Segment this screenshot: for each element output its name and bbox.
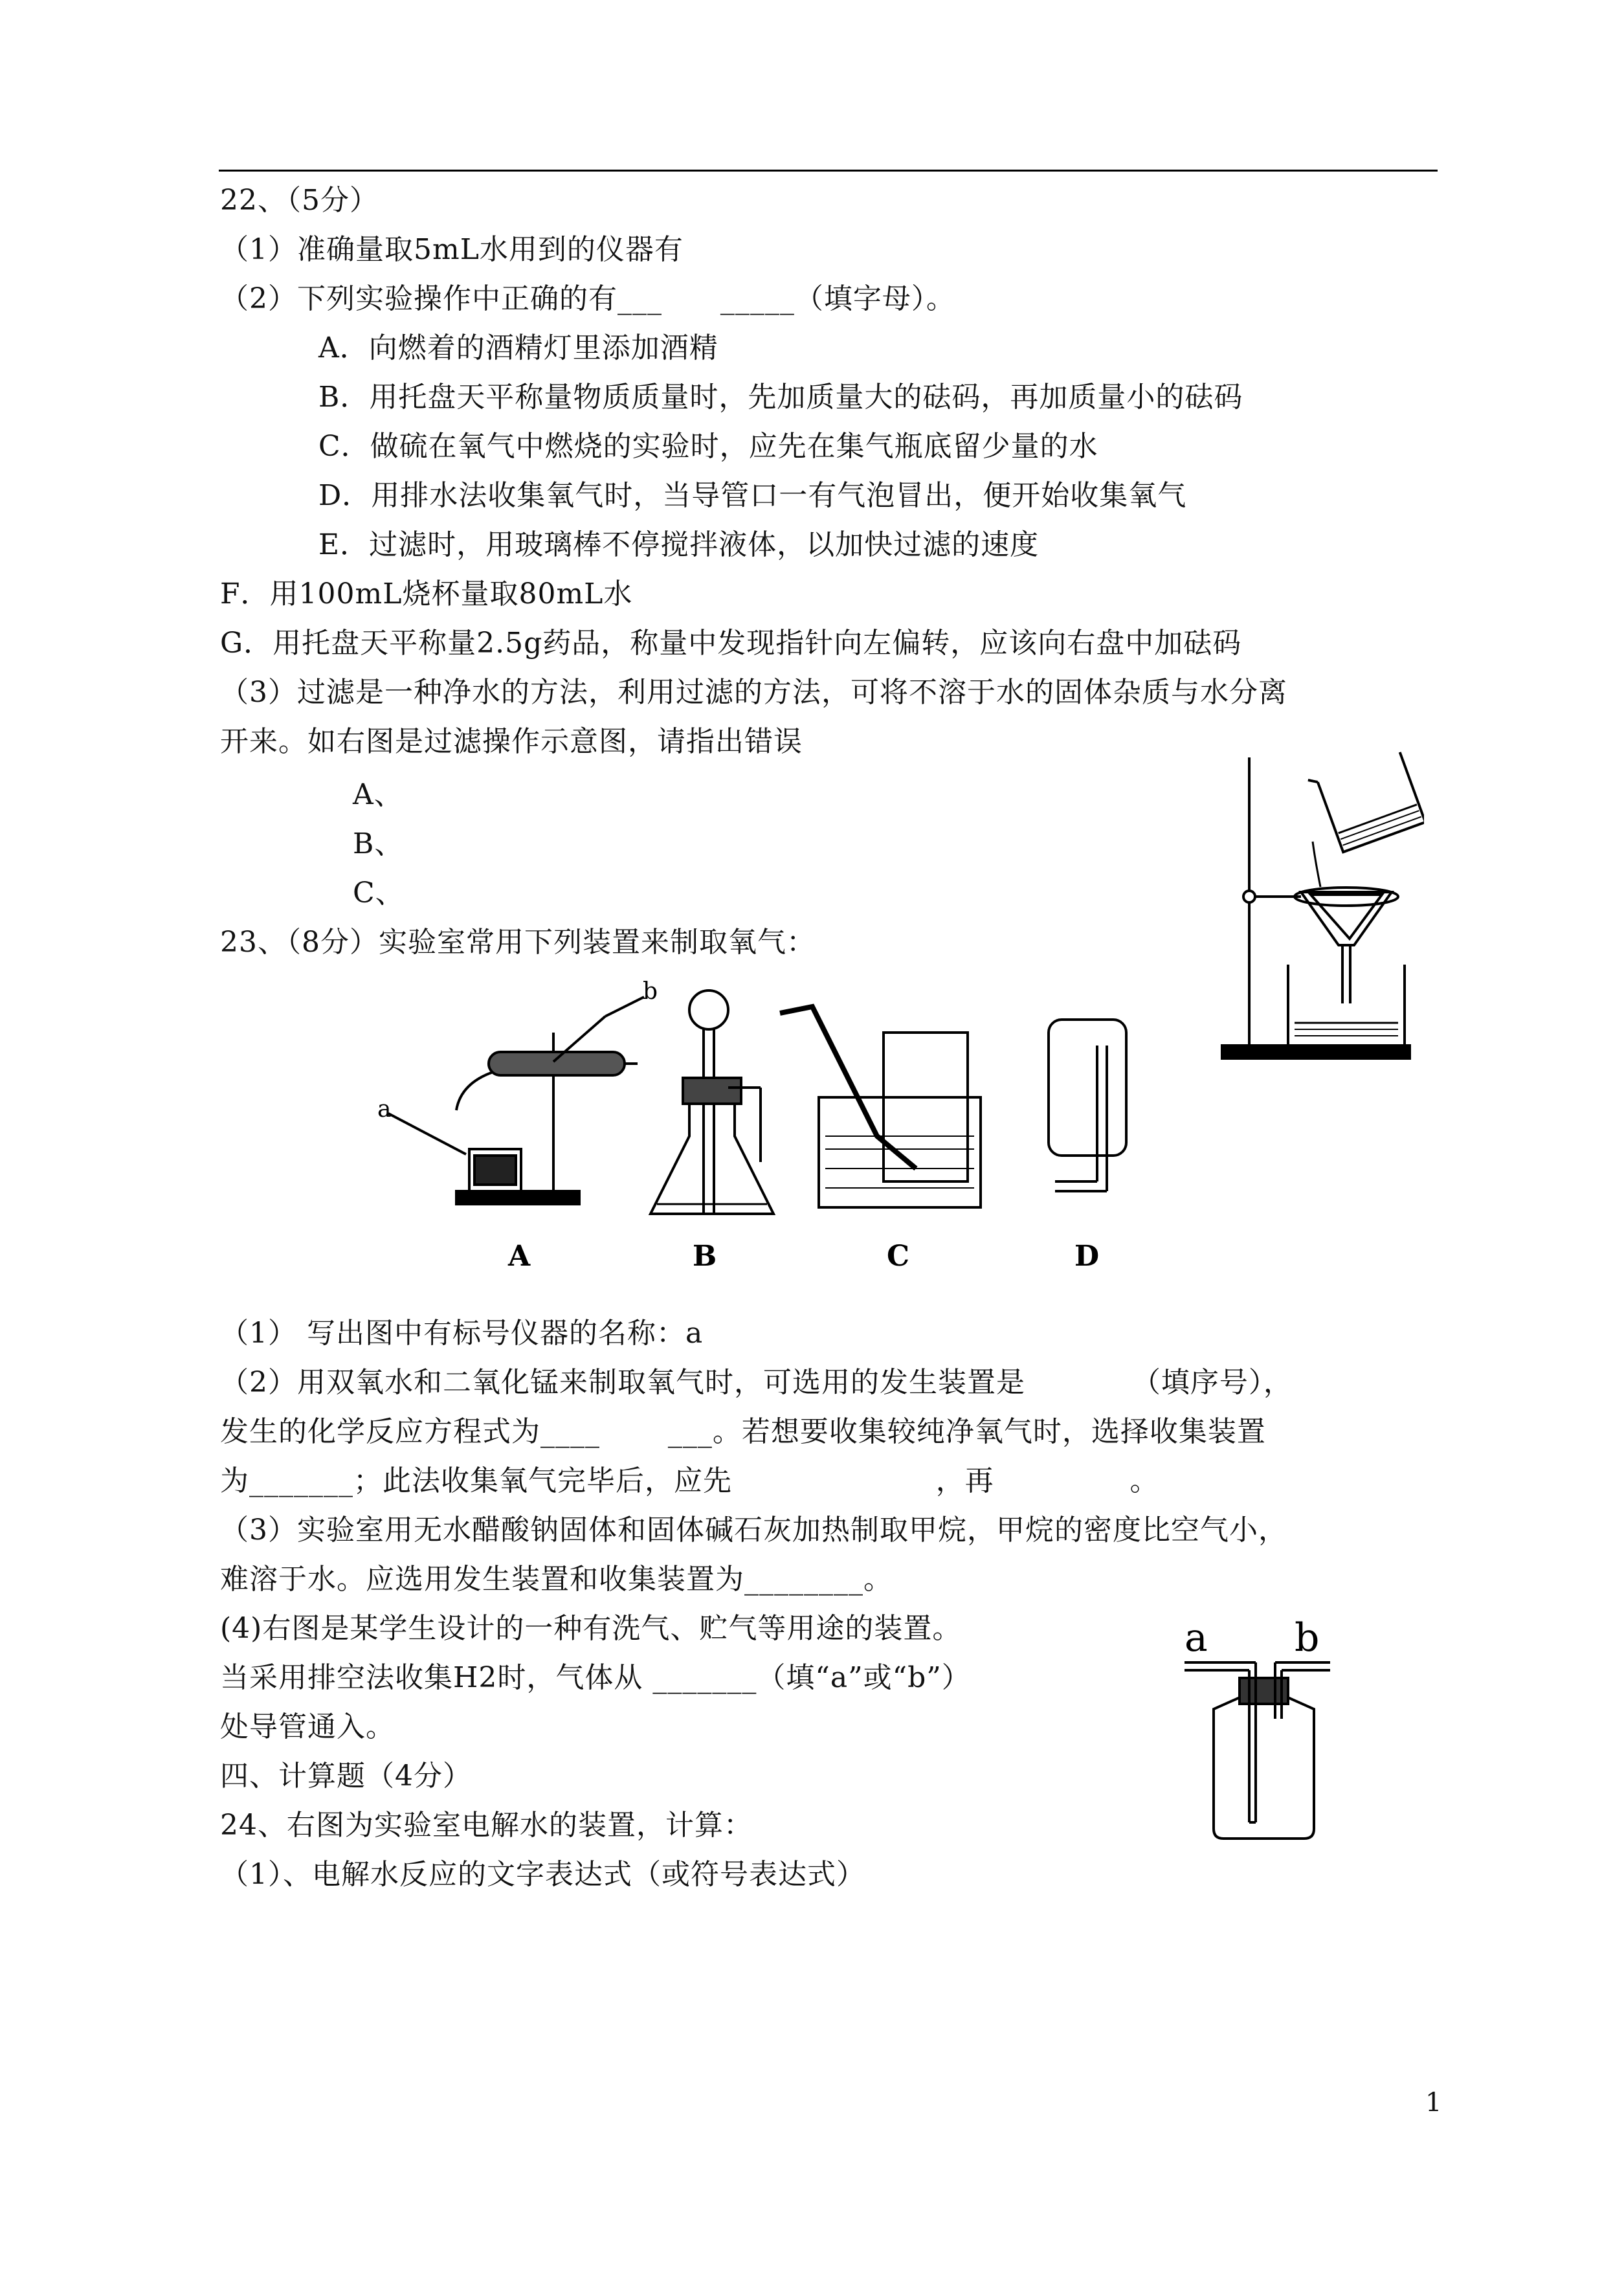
page-number: 1 xyxy=(1425,2088,1442,2118)
apparatus-label-D: D xyxy=(1074,1240,1100,1273)
apparatus-label-A: A xyxy=(508,1240,531,1273)
q23-part2-line1: （2）用双氧水和二氧化锰来制取氧气时，可选用的发生装置是 （填序号）， xyxy=(220,1366,1293,1399)
q23-part2-line2: 发生的化学反应方程式为____ ___。若想要收集较纯净氧气时，选择收集装置 xyxy=(220,1415,1266,1448)
q22-option-b: B．用托盘天平称量物质质量时，先加质量大的砝码，再加质量小的砝码 xyxy=(318,381,1243,414)
q24-part1: （1）、电解水反应的文字表达式（或符号表达式） xyxy=(220,1858,865,1891)
bottle-label-b: b xyxy=(1295,1615,1320,1661)
q22-option-e: E．过滤时，用玻璃棒不停搅拌液体，以加快过滤的速度 xyxy=(318,528,1040,561)
q22-part3-line1: （3）过滤是一种净水的方法，利用过滤的方法，可将不溶于水的固体杂质与水分离 xyxy=(220,676,1287,709)
q22-option-d: D．用排水法收集氧气时，当导管口一有气泡冒出，便开始收集氧气 xyxy=(318,479,1187,512)
q22-part3-line2: 开来。如右图是过滤操作示意图，请指出错误 xyxy=(220,725,803,758)
q23-part1: （1） 写出图中有标号仪器的名称：a xyxy=(220,1317,704,1350)
q23-part4-line1: (4)右图是某学生设计的一种有洗气、贮气等用途的装置。 xyxy=(220,1612,962,1645)
apparatus-label-a: a xyxy=(377,1096,392,1123)
apparatus-label-B: B xyxy=(693,1240,717,1273)
q23-part3-line2: 难溶于水。应选用发生装置和收集装置为________。 xyxy=(220,1563,893,1596)
filtration-diagram xyxy=(1204,751,1424,1081)
q23-part4-line3: 处导管通入。 xyxy=(220,1710,395,1743)
apparatus-label-b: b xyxy=(643,978,658,1005)
q22-part2: （2）下列实验操作中正确的有___ _____（填字母）。 xyxy=(220,282,955,315)
q22-option-c: C．做硫在氧气中燃烧的实验时，应先在集气瓶底留少量的水 xyxy=(318,430,1098,463)
q22-error-a: A、 xyxy=(353,778,403,811)
q23-part4-line2: 当采用排空法收集H2时，气体从 _______（填“a”或“b”） xyxy=(220,1661,971,1694)
header-rule xyxy=(219,170,1438,172)
oxygen-apparatus-diagram xyxy=(359,974,1188,1279)
q22-error-b: B、 xyxy=(353,827,404,860)
q22-option-g: G．用托盘天平称量2.5g药品，称量中发现指针向左偏转，应该向右盘中加砝码 xyxy=(220,627,1242,660)
bottle-label-a: a xyxy=(1185,1615,1208,1661)
q23-part3-line1: （3）实验室用无水醋酸钠固体和固体碱石灰加热制取甲烷，甲烷的密度比空气小， xyxy=(220,1514,1287,1547)
q22-option-f: F．用100mL烧杯量取80mL水 xyxy=(220,577,633,610)
q23-header: 23、（8分）实验室常用下列装置来制取氧气： xyxy=(220,926,816,959)
section4-header: 四、计算题（4分） xyxy=(220,1760,472,1793)
q24-header: 24、右图为实验室电解水的装置，计算： xyxy=(220,1809,753,1842)
apparatus-label-C: C xyxy=(887,1240,910,1273)
gas-bottle-diagram xyxy=(1172,1605,1340,1851)
q23-part2-line3: 为_______；此法收集氧气完毕后，应先 ，再 。 xyxy=(220,1464,1159,1497)
q22-header: 22、（5分） xyxy=(220,184,379,217)
q22-option-a: A．向燃着的酒精灯里添加酒精 xyxy=(318,331,718,364)
q22-error-c: C、 xyxy=(353,877,405,910)
q22-part1: （1）准确量取5mL水用到的仪器有 xyxy=(220,233,684,266)
